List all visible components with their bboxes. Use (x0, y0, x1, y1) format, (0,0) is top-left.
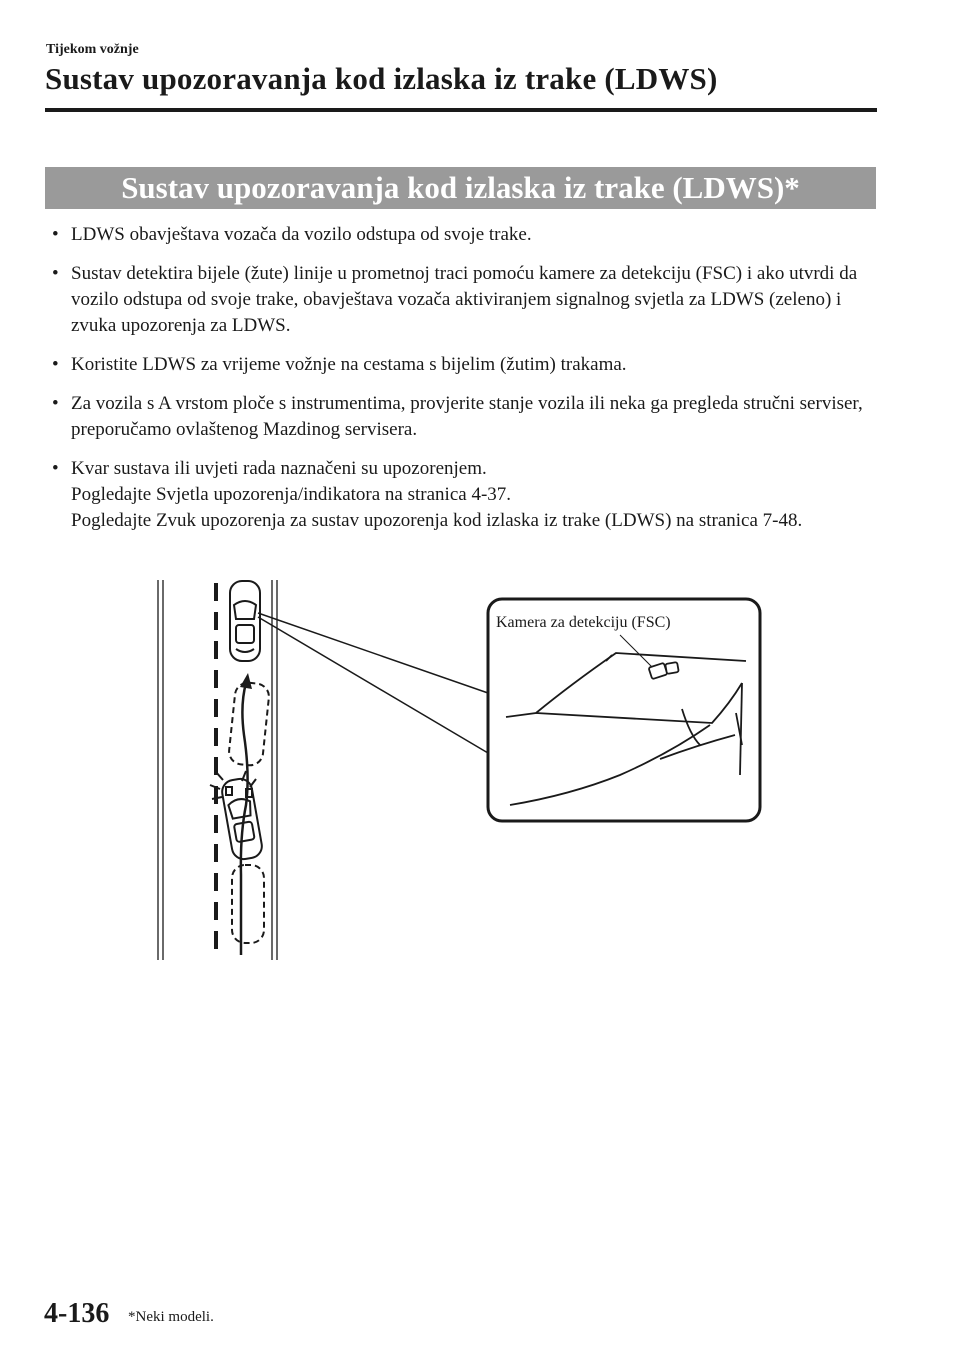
bullet-reference: Pogledajte Svjetla upozorenja/indikatora na stranica 4-37. (71, 484, 512, 505)
bullet-dot-icon: • (52, 393, 59, 414)
bullet-list (52, 222, 882, 547)
bullet-item (52, 261, 882, 339)
bullet-text: Koristite LDWS za vrijeme vožnje na cestama s bijelim (žutim) trakama. (71, 354, 627, 375)
page-title: Sustav upozoravanja kod izlaska iz trake (LDWS) (45, 61, 718, 96)
footnote: *Neki modeli. (128, 1309, 214, 1325)
camera-detail-box (488, 599, 760, 821)
ldws-illustration (150, 575, 770, 965)
bullet-item (52, 456, 882, 534)
bullet-text: LDWS obavještava vozača da vozilo odstupa od svoje trake. (71, 224, 532, 245)
bullet-dot-icon: • (52, 263, 59, 284)
bullet-text: Kvar sustava ili uvjeti rada naznačeni su upozorenjem. (71, 458, 487, 479)
bullet-item (52, 222, 882, 248)
page-number: 4-136 (44, 1298, 110, 1329)
bullet-dot-icon: • (52, 354, 59, 375)
camera-label: Kamera za detekciju (FSC) (496, 614, 671, 631)
bullet-item (52, 352, 882, 378)
callout-lines (258, 613, 488, 753)
vehicle-path-outline (232, 865, 264, 943)
bullet-text: Za vozila s A vrstom ploče s instrumentima, provjerite stanje vozila ili neka ga pregleda stručni serviser, preporučamo ovlaštenog Mazdinog servisera. (71, 393, 863, 440)
section-label: Tijekom vožnje (46, 42, 139, 57)
path-arrow-icon (240, 673, 252, 689)
title-rule (45, 108, 877, 112)
bullet-dot-icon: • (52, 224, 59, 245)
car-top-icon (230, 581, 260, 661)
bullet-item (52, 391, 882, 443)
bullet-reference: Pogledajte Zvuk upozorenja za sustav upozorenja kod izlaska iz trake (LDWS) na stranica 7-48. (71, 510, 803, 531)
bullet-dot-icon: • (52, 458, 59, 479)
bullet-text: Sustav detektira bijele (žute) linije u prometnoj traci pomoću kamere za detekciju (FSC) i ako utvrdi da vozilo odstupa od svoje trake, obavještava vozača aktiviranjem signalnog svjetla za LDWS (zeleno) i zvuka upozorenja za LDWS. (71, 263, 858, 336)
vehicle-path-outline (228, 681, 270, 766)
section-banner: Sustav upozoravanja kod izlaska iz trake (LDWS)* (45, 167, 876, 209)
